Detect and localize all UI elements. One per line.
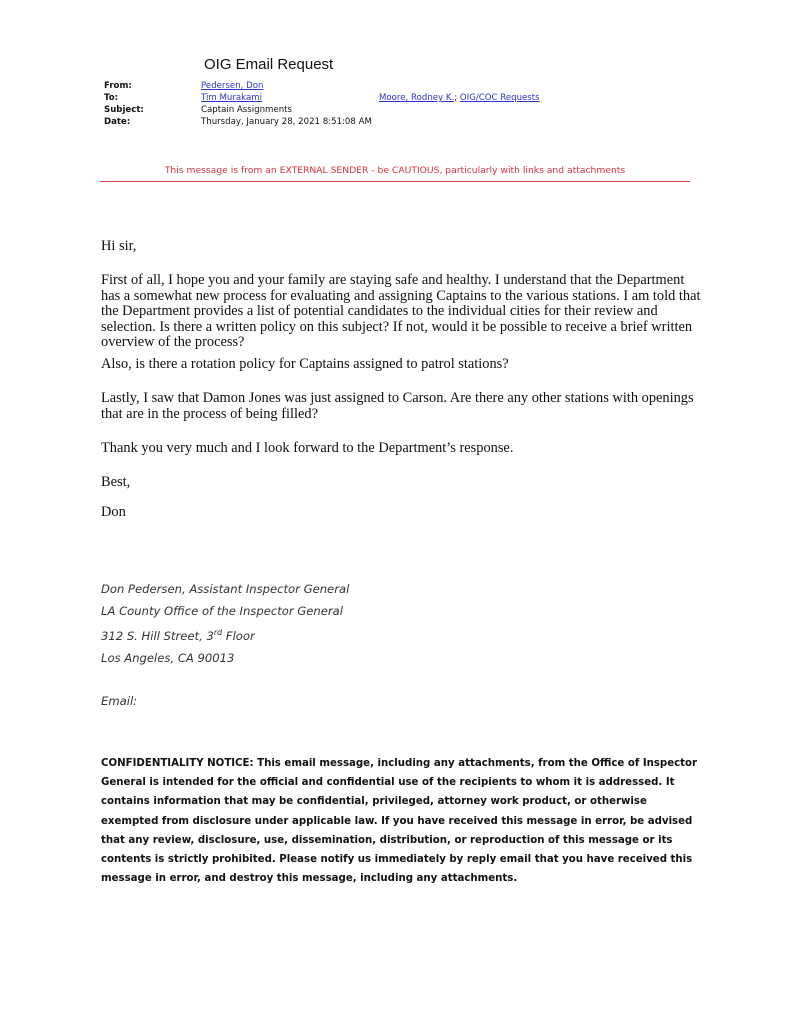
confidentiality-notice: CONFIDENTIALITY NOTICE: This email message, including any attachments, from the Office of Inspector General is intended for the official and confidential use of the recipients to whom it is addressed. It contains information that may be confidential, privileged, attorney work product, or otherwise exempted from disclosure under applicable law. If you have received this message in error, be advised that any review, disclosure, use, dissemination, distribution, or reproduction of this message or its contents is strictly prohibited. Please notify us immediately by reply email that you have received this message in error, and destroy this message, including any attachments. bbox=[101, 758, 698, 885]
warning-divider bbox=[100, 181, 690, 182]
signature-name-title: Don Pedersen, Assistant Inspector General bbox=[101, 582, 350, 596]
signature-street bbox=[101, 622, 349, 647]
paragraph-1 bbox=[101, 273, 701, 351]
paragraph-2 bbox=[101, 357, 701, 373]
paragraph-3-text: Lastly, I saw that Damon Jones was just assigned to Carson. Are there any other stations with openings that are in the process of being filled? bbox=[101, 390, 694, 422]
signature-city: Los Angeles, CA 90013 bbox=[101, 650, 235, 665]
floor-text: Floor bbox=[222, 628, 255, 643]
to-label: To: bbox=[104, 93, 119, 103]
signature-email-label: Email: bbox=[101, 694, 138, 708]
from-link[interactable]: Pedersen, Don bbox=[201, 81, 264, 91]
signature-block bbox=[101, 578, 349, 669]
date-value: Thursday, January 28, 2021 8:51:08 AM bbox=[201, 117, 372, 127]
closing bbox=[101, 475, 701, 491]
to-link[interactable]: Tim Murakami bbox=[201, 93, 262, 103]
street-text: 312 S. Hill Street, 3 bbox=[101, 628, 214, 643]
cc-link-moore[interactable]: Moore, Rodney K. bbox=[379, 93, 455, 103]
paragraph-1-text: First of all, I hope you and your family are staying safe and healthy. I understand that the Department has a somewhat new process for evaluating and assigning Captains to the various stations. I am told that the Department provides a list of potential candidates to the individual cities for their review and selection. Is there a written policy on this subject? If not, would it be possible to receive a brief written overview of the process? bbox=[101, 272, 701, 350]
cc-list bbox=[379, 92, 540, 104]
paragraph-4-text: Thank you very much and I look forward to the Department’s response. bbox=[101, 440, 514, 456]
floor-suffix: rd bbox=[213, 628, 223, 637]
paragraph-4 bbox=[101, 441, 701, 457]
external-sender-warning: This message is from an EXTERNAL SENDER - be CAUTIOUS, particularly with links and attachments bbox=[164, 165, 626, 176]
closing-text: Best, bbox=[101, 474, 131, 490]
sender-name bbox=[101, 505, 701, 521]
from-label: From: bbox=[104, 81, 132, 91]
document-title: OIG Email Request bbox=[204, 56, 334, 73]
subject-value: Captain Assignments bbox=[201, 105, 292, 115]
paragraph-2-text: Also, is there a rotation policy for Captains assigned to patrol stations? bbox=[101, 356, 509, 372]
cc-separator: ; bbox=[454, 93, 458, 103]
greeting bbox=[101, 239, 701, 255]
sender-name-text: Don bbox=[101, 504, 126, 520]
subject-label: Subject: bbox=[104, 105, 144, 115]
date-label: Date: bbox=[104, 117, 131, 127]
cc-link-oig-coc[interactable]: OIG/COC Requests bbox=[459, 93, 540, 103]
paragraph-3 bbox=[101, 391, 701, 422]
greeting-text: Hi sir, bbox=[101, 238, 137, 254]
signature-office: LA County Office of the Inspector General bbox=[101, 604, 343, 618]
